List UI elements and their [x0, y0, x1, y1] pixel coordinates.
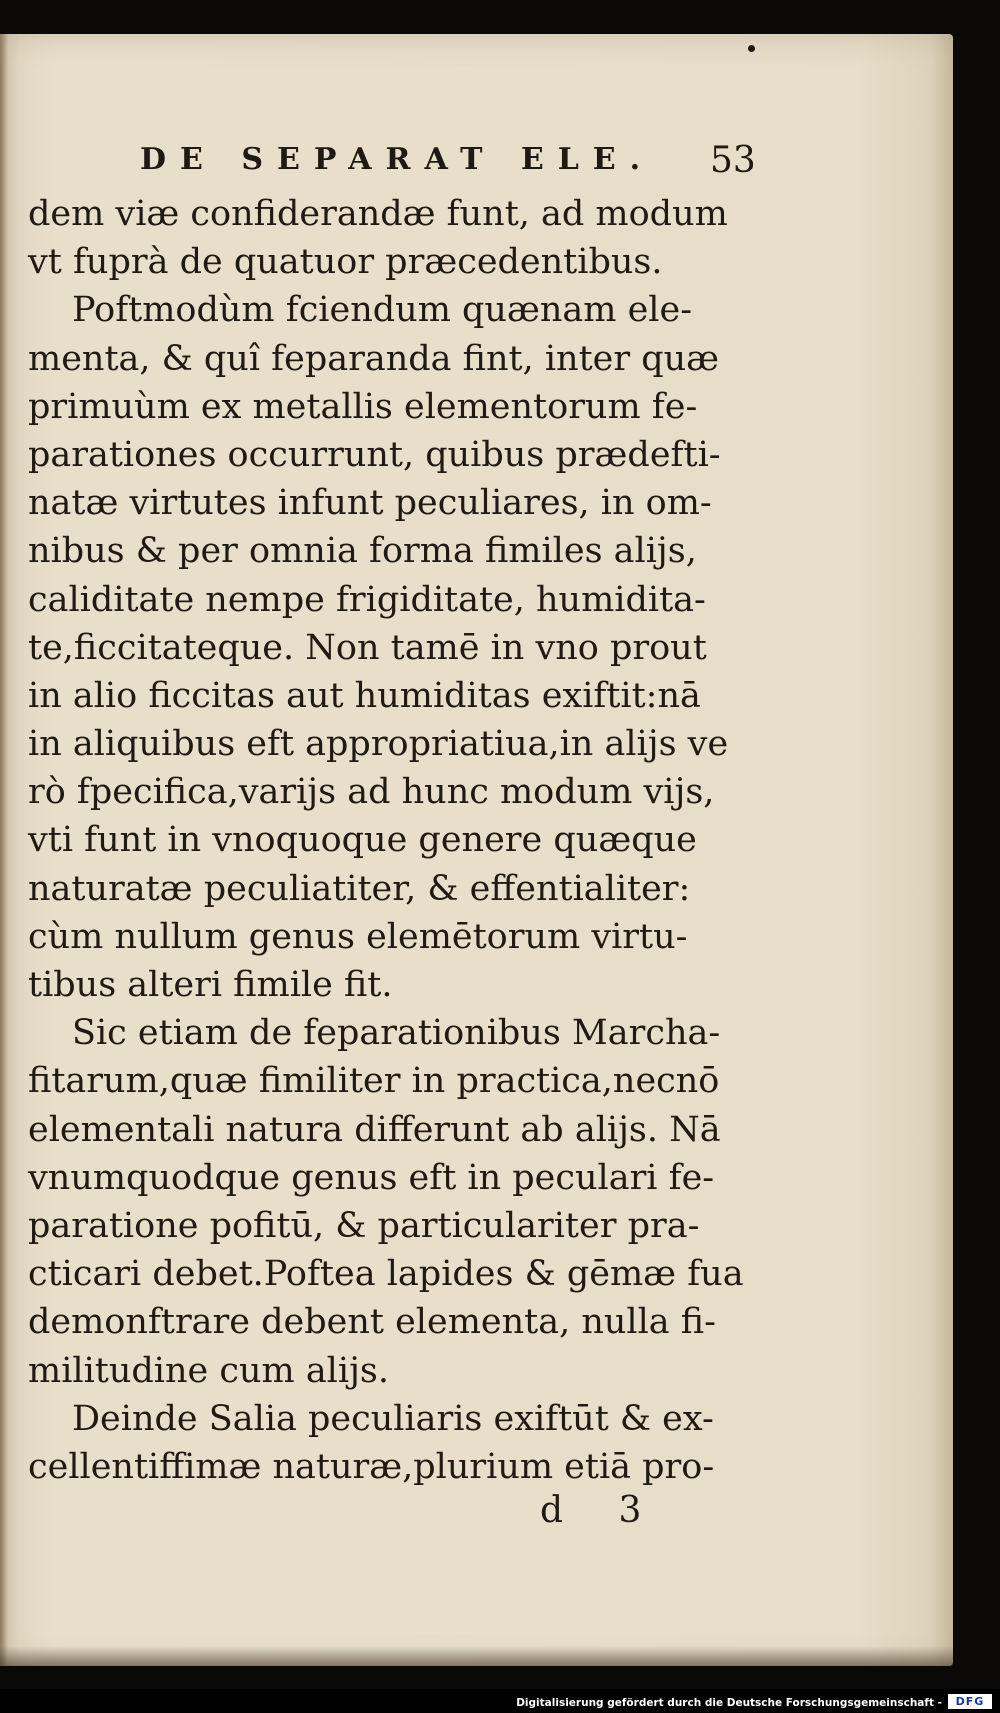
text-line: vt fuprà de quatuor præcedentibus. — [28, 242, 663, 283]
page-number: 53 — [710, 140, 756, 181]
text-line: menta, & quî feparanda fint, inter quæ — [28, 338, 720, 379]
text-line: parationes occurrunt, quibus prædefti- — [28, 434, 721, 475]
text-line: nibus & per omnia forma fimiles alijs, — [28, 531, 697, 572]
text-line: te,ficcitateque. Non tamē in vno prout — [28, 627, 707, 668]
running-head: DE SEPARAT ELE. — [140, 142, 655, 177]
text-line: vti funt in vnoquoque genere quæque — [28, 820, 697, 861]
signature-mark: d 3 — [540, 1490, 664, 1531]
text-line: dem viæ confiderandæ funt, ad modum — [28, 194, 728, 234]
text-line: in alio ficcitas aut humiditas exiftit:nā — [28, 675, 701, 716]
ink-spot-mark — [748, 45, 755, 52]
text-line: cùm nullum genus elemētorum virtu- — [28, 916, 688, 957]
dfg-credit-text: Digitalisierung gefördert durch die Deutsche Forschungsgemeinschaft - — [516, 1697, 942, 1709]
book-page — [0, 34, 953, 1666]
text-line: natæ virtutes infunt peculiares, in om- — [28, 483, 712, 524]
text-line: caliditate nempe frigiditate, humidita- — [28, 579, 706, 620]
text-line: cticari debet.Poftea lapides & gēmæ fua — [28, 1254, 744, 1295]
dfg-logo-icon: DFG — [948, 1694, 992, 1709]
text-line: paratione pofitū, & particulariter pra- — [28, 1205, 700, 1246]
text-line: Poftmodùm fciendum quænam ele- — [72, 290, 693, 331]
text-line: rò fpecifica,varijs ad hunc modum vijs, — [28, 772, 715, 813]
text-line: tibus alteri fimile fit. — [28, 965, 393, 1005]
text-line: demonftrare debent elementa, nulla fi- — [28, 1302, 716, 1343]
page-gutter-shadow — [0, 34, 8, 1666]
text-line: elementali natura differunt ab alijs. Nā — [28, 1109, 721, 1150]
text-line: Sic etiam de feparationibus Marcha- — [72, 1013, 721, 1054]
text-line: Deinde Salia peculiaris exiftūt & ex- — [72, 1398, 714, 1439]
digitization-footer — [0, 1689, 1000, 1713]
body-text — [28, 190, 758, 1491]
text-line: naturatæ peculiatiter, & effentialiter: — [28, 868, 691, 909]
text-line: primuùm ex metallis elementorum fe- — [28, 386, 698, 427]
text-line: cellentiffimæ naturæ,plurium etiā pro- — [28, 1446, 715, 1487]
text-line: fitarum,quæ fimiliter in practica,necnō — [28, 1061, 720, 1102]
text-line: vnumquodque genus eft in peculari fe- — [28, 1157, 715, 1198]
text-line: militudine cum alijs. — [28, 1350, 390, 1391]
text-line: in aliquibus eft appropriatiua,in alijs ve — [28, 724, 729, 765]
